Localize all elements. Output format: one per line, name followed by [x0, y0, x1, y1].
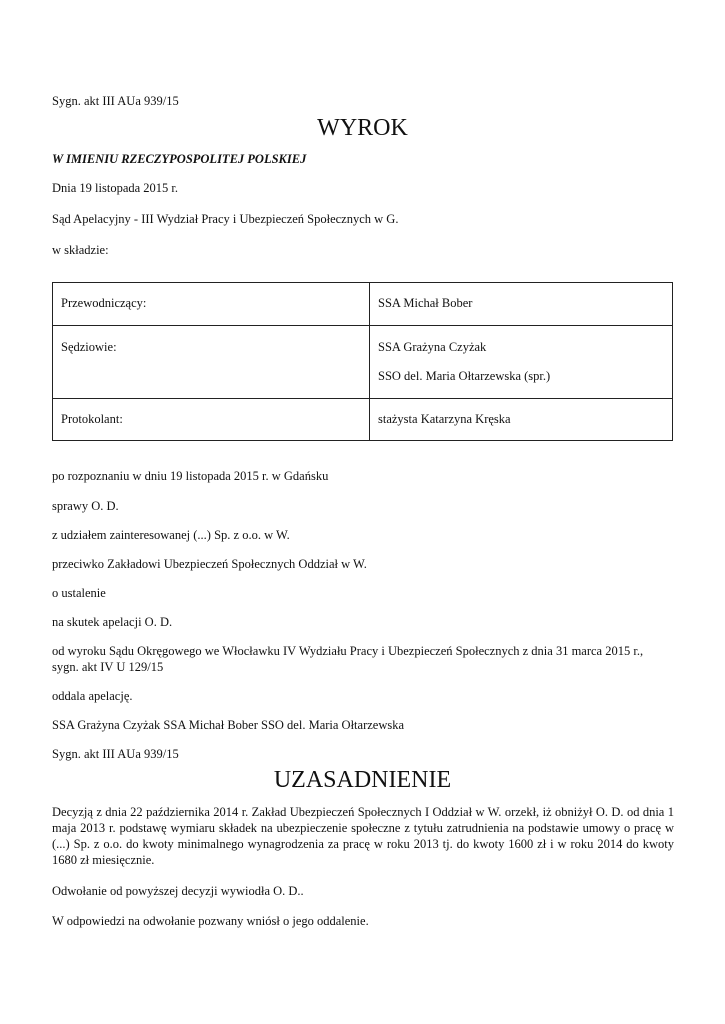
composition-intro: w składzie:	[52, 243, 109, 257]
justification-title: UZASADNIENIE	[273, 767, 452, 793]
ruling-line: oddala apelację.	[52, 689, 133, 703]
hearing-line: po rozpoznaniu w dniu 19 listopada 2015 r. w Gdańsku	[52, 469, 329, 483]
appeal-line: na skutek apelacji O. D.	[52, 615, 173, 629]
chair-value: SSA Michał Bober	[378, 296, 473, 310]
defendant-line: przeciwko Zakładowi Ubezpieczeń Społecznych Oddział w W.	[52, 557, 367, 571]
composition-table	[52, 282, 673, 441]
lower-court-line: od wyroku Sądu Okręgowego we Włocławku IV Wydziału Pracy i Ubezpieczeń Społecznych z dnia 31 marca 2015 r.,	[52, 644, 644, 658]
case-number-justification: Sygn. akt III AUa 939/15	[52, 747, 179, 761]
case-number: Sygn. akt III AUa 939/15	[52, 94, 179, 108]
table-row	[53, 283, 673, 326]
table-row	[53, 399, 673, 441]
judgment-subtitle: W IMIENIU RZECZYPOSPOLITEJ POLSKIEJ	[52, 152, 307, 166]
judgment-date: Dnia 19 listopada 2015 r.	[52, 181, 179, 195]
justification-paragraph-2: Odwołanie od powyższej decyzji wywiodła O. D..	[52, 884, 304, 898]
subject-line: o ustalenie	[52, 586, 106, 600]
judges-label: Sędziowie:	[61, 340, 117, 354]
chair-label: Przewodniczący:	[61, 296, 147, 310]
table-row	[53, 326, 673, 399]
justification-paragraph-1: Decyzją z dnia 22 października 2014 r. Zakład Ubezpieczeń Społecznych I Oddział w W. orzekł, iż obniżył O. D. od dnia 1 maja 2013 r. podstawę wymiaru składek na ubezpieczenie społeczne z tytułu zatrudnienia na podstawie umowy o pracę w (...) Sp. z o.o. do kwoty minimalnego wynagrodzenia za pracę w roku 2013 tj. do kwoty 1600 zł i w roku 2014 do kwoty 1680 zł miesięcznie.	[52, 805, 674, 867]
court-name: Sąd Apelacyjny - III Wydział Pracy i Ubezpieczeń Społecznych w G.	[52, 212, 399, 226]
clerk-value: stażysta Katarzyna Kręska	[378, 412, 511, 426]
clerk-label: Protokolant:	[61, 412, 123, 426]
judgment-title: WYROK	[317, 115, 408, 141]
judge-2: SSO del. Maria Ołtarzewska (spr.)	[378, 369, 551, 383]
judge-1: SSA Grażyna Czyżak	[378, 340, 487, 354]
participant-line: z udziałem zainteresowanej (...) Sp. z o.o. w W.	[52, 528, 290, 542]
case-line: sprawy O. D.	[52, 499, 119, 513]
lower-court-sygn: sygn. akt IV U 129/15	[52, 660, 164, 674]
justification-paragraph-3: W odpowiedzi na odwołanie pozwany wniósł o jego oddalenie.	[52, 914, 369, 928]
signatures: SSA Grażyna Czyżak SSA Michał Bober SSO del. Maria Ołtarzewska	[52, 718, 405, 732]
